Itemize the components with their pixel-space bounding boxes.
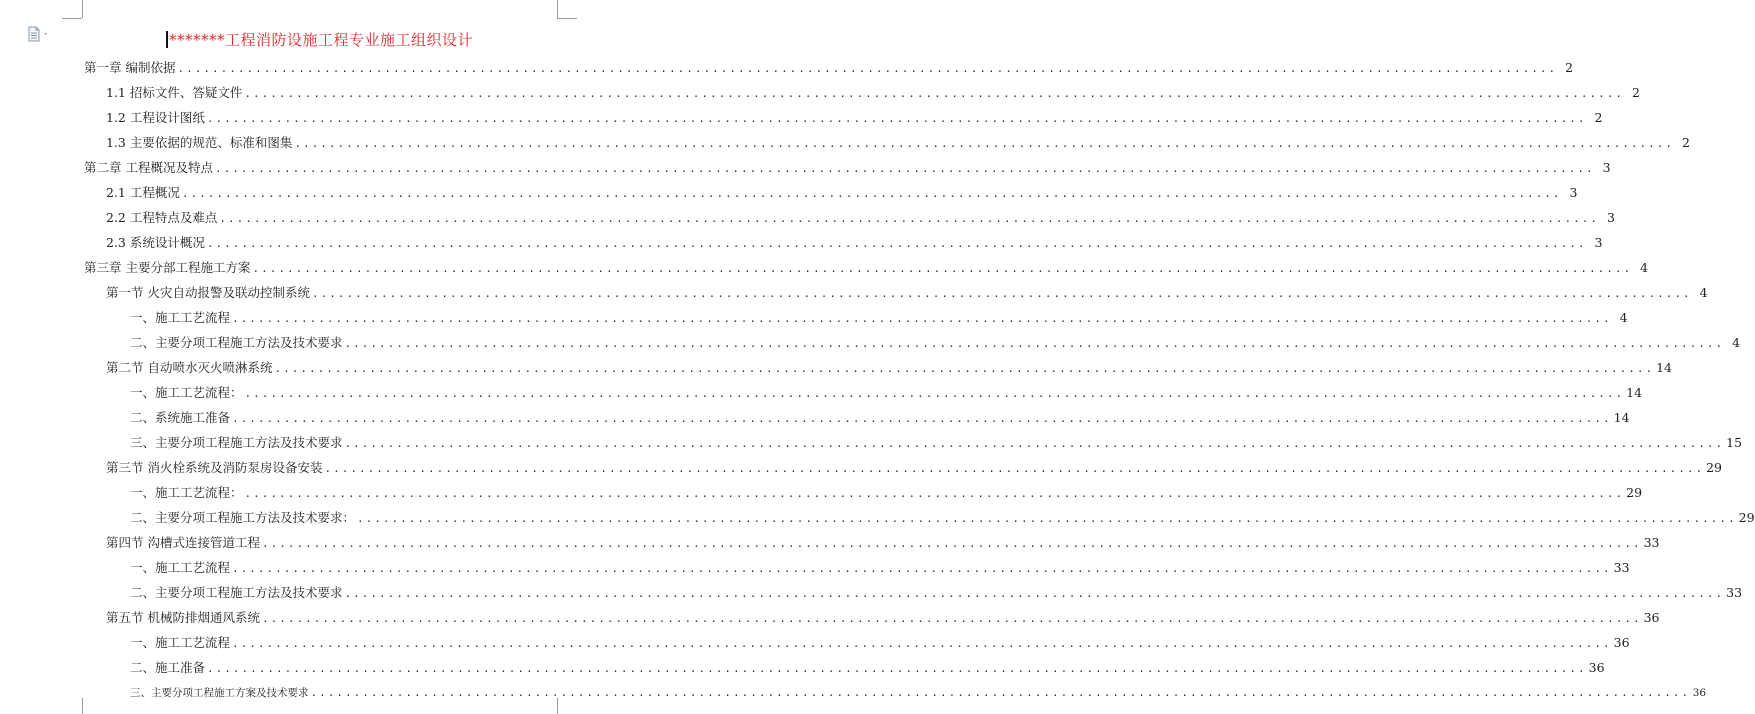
toc-page-number: 2 — [1594, 110, 1603, 125]
toc-entry[interactable] — [84, 130, 1690, 155]
text-cursor — [166, 31, 168, 48]
toc-leader-dots: ................................................................................................................................................................ — [214, 162, 1595, 175]
margin-mark — [62, 18, 82, 19]
toc-entry[interactable] — [84, 480, 1643, 505]
toc-entry[interactable] — [84, 530, 1660, 555]
toc-entry[interactable] — [84, 680, 1707, 705]
chevron-down-icon — [44, 33, 47, 35]
toc-entry-label: 第三章 主要分部工程施工方案 — [84, 260, 251, 275]
toc-page-number: 2 — [1682, 135, 1690, 150]
toc-leader-dots: ................................................................................................................................................................ — [357, 512, 1737, 525]
toc-page-number: 3 — [1594, 235, 1603, 250]
toc-entry[interactable] — [84, 355, 1672, 380]
toc-leader-dots: ................................................................................................................................................................ — [177, 62, 1558, 75]
toc-leader-dots: ................................................................................................................................................................ — [310, 686, 1691, 699]
toc-page-number: 29 — [1626, 485, 1643, 500]
margin-mark — [557, 0, 558, 18]
toc-page-number: 3 — [1569, 185, 1578, 200]
toc-leader-dots: ................................................................................................................................................................ — [274, 362, 1655, 375]
toc-entry[interactable] — [84, 455, 1722, 480]
margin-mark — [82, 698, 83, 714]
toc-page-number: 4 — [1619, 310, 1628, 325]
toc-page-number: 4 — [1640, 260, 1649, 275]
toc-leader-dots: ................................................................................................................................................................ — [344, 587, 1725, 600]
toc-entry-label: 一、施工工艺流程 — [130, 560, 231, 575]
toc-entry[interactable] — [84, 430, 1743, 455]
toc-leader-dots: ................................................................................................................................................................ — [252, 262, 1633, 275]
toc-entry[interactable] — [84, 105, 1603, 130]
toc-leader-dots: ................................................................................................................................................................ — [181, 187, 1562, 200]
toc-entry[interactable] — [84, 255, 1649, 280]
toc-entry-label: 二、主要分项工程施工方法及技术要求： — [130, 510, 356, 525]
title-prefix: ******* — [168, 31, 225, 49]
toc-entry[interactable] — [84, 380, 1643, 405]
toc-entry[interactable] — [84, 405, 1630, 430]
toc-page-number: 4 — [1699, 285, 1708, 300]
toc-page-number: 33 — [1643, 535, 1660, 550]
toc-entry[interactable] — [84, 180, 1578, 205]
toc-page-number: 14 — [1613, 410, 1630, 425]
toc-entry[interactable] — [84, 205, 1615, 230]
toc-leader-dots: ................................................................................................................................................................ — [232, 312, 1612, 325]
toc-leader-dots: ................................................................................................................................................................ — [244, 387, 1625, 400]
toc-page-number: 2 — [1565, 60, 1574, 75]
toc-leader-dots: ................................................................................................................................................................ — [244, 87, 1624, 100]
page-title — [82, 29, 557, 50]
toc-entry[interactable] — [84, 580, 1743, 605]
toc-leader-dots: ................................................................................................................................................................ — [294, 137, 1674, 150]
toc-entry[interactable] — [84, 280, 1708, 305]
toc-page-number: 3 — [1602, 160, 1611, 175]
toc-entry[interactable] — [84, 55, 1574, 80]
toc-leader-dots: ................................................................................................................................................................ — [244, 487, 1625, 500]
toc-entry-label: 一、施工工艺流程： — [130, 485, 243, 500]
toc-leader-dots: ................................................................................................................................................................ — [261, 612, 1642, 625]
toc-page-number: 29 — [1738, 510, 1755, 525]
toc-entry[interactable] — [84, 655, 1605, 680]
toc-page-number: 14 — [1656, 360, 1672, 375]
toc-entry-label: 一、施工工艺流程： — [130, 385, 243, 400]
toc-page-number: 2 — [1632, 85, 1640, 100]
toc-entry-label: 第一章 编制依据 — [84, 60, 176, 75]
toc-page-number: 33 — [1726, 585, 1743, 600]
toc-page-number: 36 — [1588, 660, 1605, 675]
toc-page-number: 3 — [1607, 210, 1615, 225]
toc-page-number: 14 — [1626, 385, 1643, 400]
title-main: 工程消防设施工程专业施工组织设计 — [224, 31, 473, 49]
table-of-contents — [84, 55, 1755, 705]
toc-entry[interactable] — [84, 555, 1630, 580]
toc-entry-label: 第三节 消火栓系统及消防泵房设备安装 — [106, 460, 323, 475]
toc-leader-dots: ................................................................................................................................................................ — [311, 287, 1692, 300]
toc-entry-label: 一、施工工艺流程 — [130, 635, 231, 650]
toc-entry-label: 第四节 沟槽式连接管道工程 — [106, 535, 260, 550]
toc-leader-dots: ................................................................................................................................................................ — [232, 637, 1612, 650]
toc-entry-label: 一、施工工艺流程 — [130, 310, 231, 325]
toc-entry-label: 二、主要分项工程施工方法及技术要求 — [130, 335, 343, 350]
toc-entry[interactable] — [84, 330, 1741, 355]
toc-entry[interactable] — [84, 230, 1603, 255]
toc-leader-dots: ................................................................................................................................................................ — [344, 437, 1725, 450]
toc-entry-label: 2.2 工程特点及难点 — [106, 210, 218, 225]
toc-entry-label: 二、主要分项工程施工方法及技术要求 — [130, 585, 343, 600]
toc-entry-label: 1.1 招标文件、答疑文件 — [106, 85, 243, 100]
toc-entry-label: 2.1 工程概况 — [106, 185, 180, 200]
toc-leader-dots: ................................................................................................................................................................ — [344, 337, 1725, 350]
toc-entry[interactable] — [84, 80, 1640, 105]
toc-page-number: 36 — [1613, 635, 1630, 650]
toc-entry-label: 第二章 工程概况及特点 — [84, 160, 213, 175]
toc-entry-label: 二、系统施工准备 — [130, 410, 231, 425]
toc-page-number: 33 — [1613, 560, 1630, 575]
toc-entry[interactable] — [84, 155, 1611, 180]
toc-entry[interactable] — [84, 630, 1630, 655]
toc-page-number: 29 — [1706, 460, 1722, 475]
toc-entry-label: 第一节 火灾自动报警及联动控制系统 — [106, 285, 310, 300]
toc-leader-dots: ................................................................................................................................................................ — [219, 212, 1599, 225]
toc-entry[interactable] — [84, 505, 1755, 530]
toc-entry-label: 2.3 系统设计概况 — [106, 235, 205, 250]
toc-page-number: 36 — [1643, 610, 1660, 625]
toc-entry[interactable] — [84, 605, 1660, 630]
toc-entry[interactable] — [84, 305, 1628, 330]
toc-leader-dots: ................................................................................................................................................................ — [324, 462, 1705, 475]
toc-entry-label: 二、施工准备 — [130, 660, 206, 675]
toc-leader-dots: ................................................................................................................................................................ — [261, 537, 1642, 550]
margin-mark — [82, 0, 83, 18]
toc-page-number: 36 — [1692, 687, 1707, 699]
toc-entry-label: 第二节 自动喷水灭火喷淋系统 — [106, 360, 273, 375]
document-icon — [26, 26, 52, 42]
toc-leader-dots: ................................................................................................................................................................ — [206, 237, 1587, 250]
toc-leader-dots: ................................................................................................................................................................ — [207, 662, 1587, 675]
toc-entry-label: 1.3 主要依据的规范、标准和图集 — [106, 135, 293, 150]
document-options[interactable] — [26, 26, 52, 42]
toc-page-number: 15 — [1726, 435, 1743, 450]
toc-page-number: 4 — [1732, 335, 1741, 350]
toc-leader-dots: ................................................................................................................................................................ — [206, 112, 1587, 125]
toc-entry-label: 三、主要分项工程施工方案及技术要求 — [130, 687, 309, 699]
toc-leader-dots: ................................................................................................................................................................ — [232, 412, 1612, 425]
toc-leader-dots: ................................................................................................................................................................ — [232, 562, 1612, 575]
toc-entry-label: 第五节 机械防排烟通风系统 — [106, 610, 260, 625]
toc-entry-label: 1.2 工程设计图纸 — [106, 110, 205, 125]
margin-mark — [557, 18, 577, 19]
toc-entry-label: 三、主要分项工程施工方法及技术要求 — [130, 435, 343, 450]
